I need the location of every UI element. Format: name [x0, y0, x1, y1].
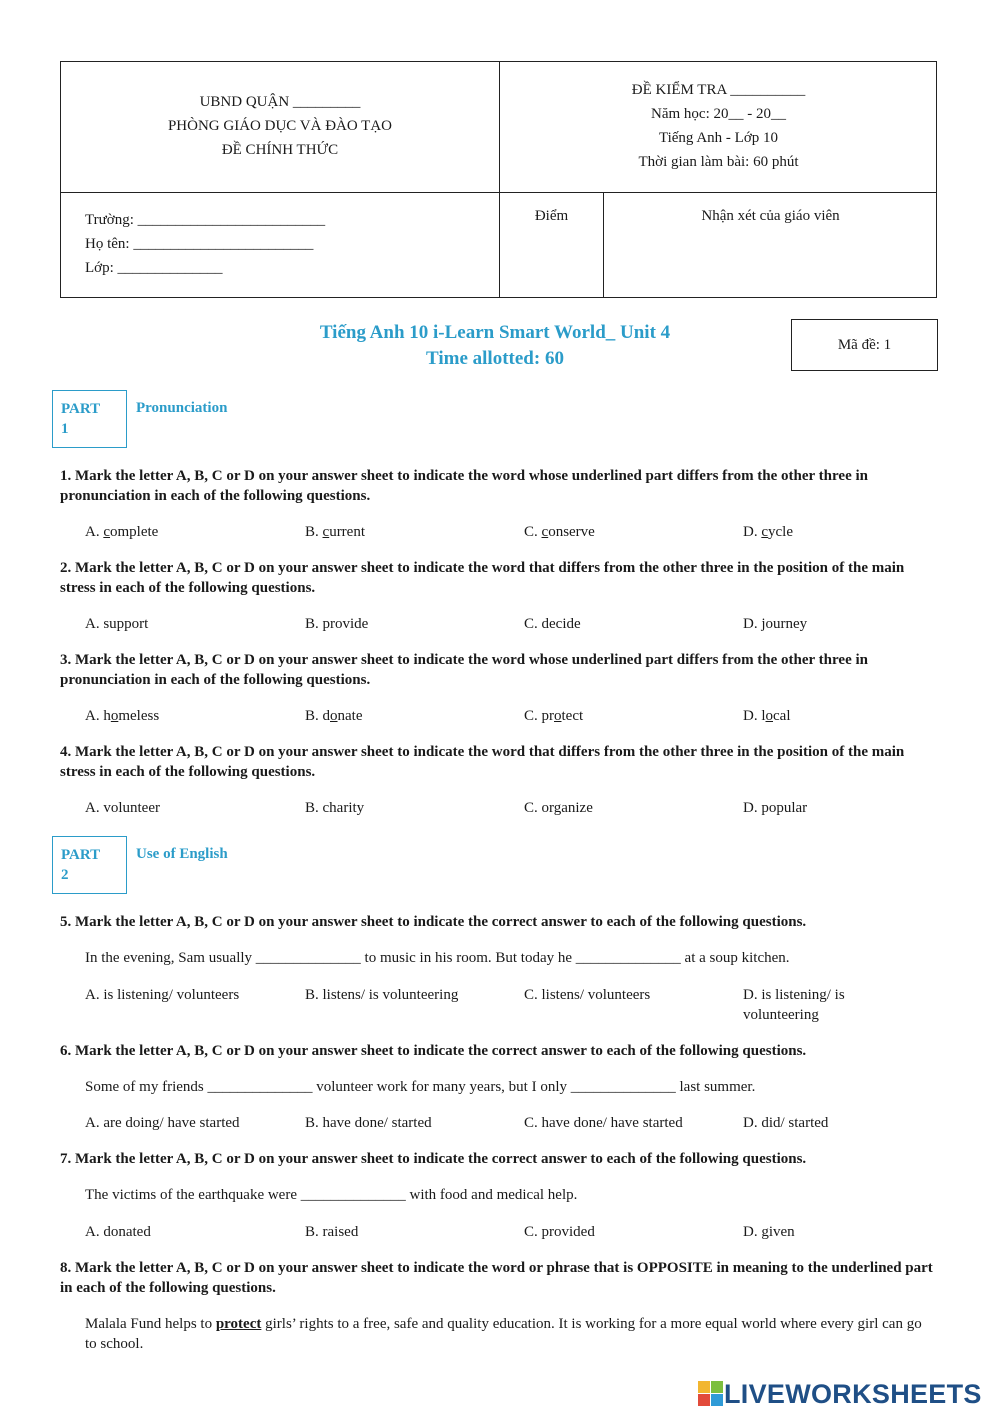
- option-a[interactable]: A. support: [85, 616, 149, 632]
- score-label: Điểm: [534, 208, 569, 224]
- option-c[interactable]: C. decide: [524, 616, 581, 632]
- question-4: 4. Mark the letter A, B, C or D on your answer sheet to indicate the word that differs from the other three in the position of the main stress in each of the following questions.: [60, 744, 905, 780]
- option-c[interactable]: C. provided: [524, 1224, 595, 1240]
- option-b[interactable]: B. listens/ is volunteering: [305, 987, 459, 1003]
- option-a[interactable]: A. complete: [85, 524, 159, 540]
- class-field: Lớp: ______________: [85, 260, 223, 276]
- part-2-title: Use of English: [136, 846, 228, 862]
- option-d[interactable]: D. cycle: [743, 524, 793, 540]
- option-b[interactable]: B. raised: [305, 1224, 359, 1240]
- part-1-title: Pronunciation: [136, 400, 228, 416]
- header-right: ĐỀ KIỂM TRA __________ Năm học: 20__ - 20__ Tiếng Anh - Lớp 10 Thời gian làm bài: 60 phút: [631, 82, 806, 170]
- school-field: Trường: _________________________: [85, 212, 326, 228]
- option-c[interactable]: C. organize: [524, 800, 593, 816]
- question-6: 6. Mark the letter A, B, C or D on your answer sheet to indicate the correct answer to each of the following questions.: [60, 1043, 807, 1059]
- option-a[interactable]: A. homeless: [85, 708, 160, 724]
- name-field: Họ tên: ________________________: [85, 236, 314, 252]
- divider: [61, 192, 937, 193]
- question-stem: Malala Fund helps to protect girls’ rights to a free, safe and quality education. It is working for a more equal world where every girl can go to school.: [85, 1316, 922, 1352]
- question-5: 5. Mark the letter A, B, C or D on your answer sheet to indicate the correct answer to each of the following questions.: [60, 914, 807, 930]
- part-2-box: PART 2: [52, 836, 127, 894]
- option-c[interactable]: C. protect: [524, 708, 584, 724]
- header-left: UBND QUẬN _________ PHÒNG GIÁO DỤC VÀ ĐÀO TẠO ĐỀ CHÍNH THỨC: [167, 94, 393, 158]
- comment-label: Nhận xét của giáo viên: [701, 208, 840, 224]
- option-b[interactable]: B. provide: [305, 616, 369, 632]
- question-2: 2. Mark the letter A, B, C or D on your answer sheet to indicate the word that differs from the other three in the position of the main stress in each of the following questions.: [60, 560, 905, 596]
- logo-text: LIVEWORKSHEETS: [724, 1378, 982, 1409]
- question-stem: The victims of the earthquake were ______________ with food and medical help.: [85, 1187, 578, 1203]
- option-b[interactable]: B. donate: [305, 708, 363, 724]
- page-title: Tiếng Anh 10 i-Learn Smart World_ Unit 4 Time allotted: 60: [319, 322, 671, 369]
- option-c[interactable]: C. conserve: [524, 524, 595, 540]
- option-a[interactable]: A. is listening/ volunteers: [85, 987, 240, 1003]
- option-b[interactable]: B. have done/ started: [305, 1115, 432, 1131]
- option-c[interactable]: C. listens/ volunteers: [524, 987, 651, 1003]
- option-d[interactable]: D. did/ started: [743, 1115, 829, 1131]
- option-d[interactable]: D. popular: [743, 800, 808, 816]
- option-a[interactable]: A. volunteer: [85, 800, 160, 816]
- question-7: 7. Mark the letter A, B, C or D on your answer sheet to indicate the correct answer to each of the following questions.: [60, 1151, 807, 1167]
- question-3: 3. Mark the letter A, B, C or D on your answer sheet to indicate the word whose underlined part differs from the other three in pronunciation in each of the following questions.: [60, 652, 868, 688]
- option-d[interactable]: D. journey: [743, 616, 808, 632]
- option-c[interactable]: C. have done/ have started: [524, 1115, 683, 1131]
- option-a[interactable]: A. donated: [85, 1224, 151, 1240]
- question-8: 8. Mark the letter A, B, C or D on your answer sheet to indicate the word or phrase that is OPPOSITE in meaning to the underlined part in each of the following questions.: [60, 1260, 933, 1296]
- option-b[interactable]: B. current: [305, 524, 366, 540]
- option-b[interactable]: B. charity: [305, 800, 365, 816]
- header-table: [60, 61, 937, 298]
- student-info: [85, 208, 325, 280]
- question-stem: Some of my friends ______________ volunteer work for many years, but I only ______________ last summer.: [85, 1079, 756, 1095]
- option-d[interactable]: D. local: [743, 708, 791, 724]
- question-stem: In the evening, Sam usually ______________ to music in his room. But today he ______________ at a soup kitchen.: [85, 950, 790, 966]
- question-1: 1. Mark the letter A, B, C or D on your answer sheet to indicate the word whose underlined part differs from the other three in pronunciation in each of the following questions.: [60, 468, 868, 504]
- option-d[interactable]: D. given: [743, 1224, 795, 1240]
- logo-icon: [698, 1381, 724, 1407]
- part-1-box: PART 1: [52, 390, 127, 448]
- liveworksheets-logo[interactable]: [698, 1376, 982, 1412]
- exam-code: Mã đề: 1: [791, 319, 938, 371]
- option-a[interactable]: A. are doing/ have started: [85, 1115, 240, 1131]
- option-d[interactable]: D. is listening/ is volunteering: [743, 987, 845, 1023]
